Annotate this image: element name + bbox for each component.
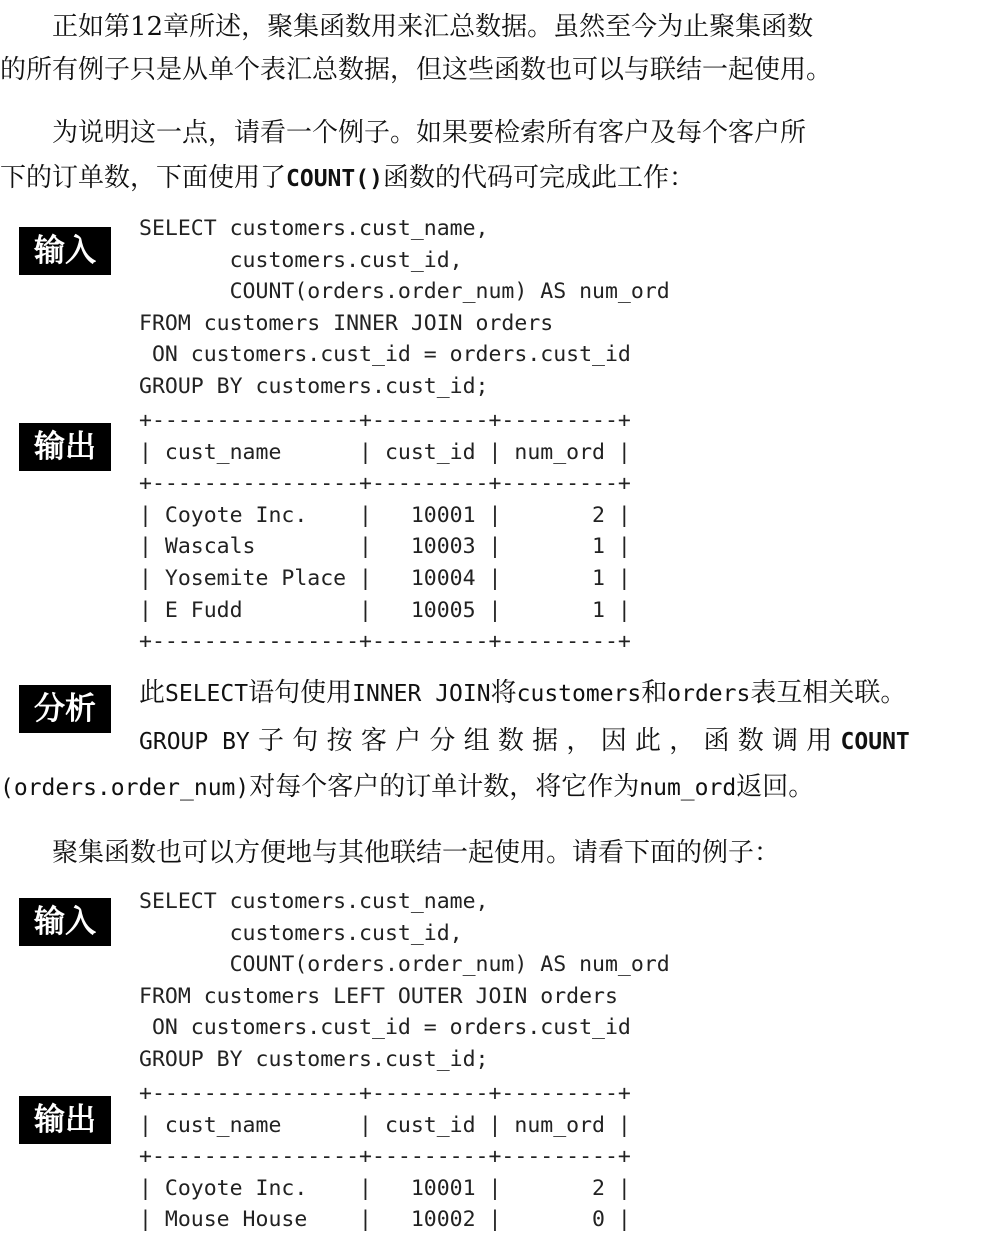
table-row: | Yosemite Place | 10004 | 1 | <box>139 565 631 591</box>
code-line: COUNT(orders.order_num) AS num_ord <box>139 952 670 978</box>
table-row: | E Fudd | 10005 | 1 | <box>139 597 631 623</box>
table-border: +----------------+---------+---------+ <box>139 471 631 497</box>
output-badge-2: 输出 <box>19 1096 111 1144</box>
table-header-row: | cust_name | cust_id | num_ord | <box>139 439 631 465</box>
analysis-text: 将 <box>490 678 517 708</box>
paragraph-1-line-2: 的所有例子只是从单个表汇总数据，但这些函数也可以与联结一起使用。 <box>0 55 833 85</box>
input-badge-1: 输入 <box>19 227 111 275</box>
output-badge-1: 输出 <box>19 423 111 471</box>
inline-code-select: SELECT <box>165 681 249 707</box>
result-table-1 <box>139 405 631 658</box>
analysis-line-3 <box>0 772 990 803</box>
sql-code-block-1 <box>139 213 670 403</box>
code-line: customers.cust_id, <box>139 247 463 273</box>
analysis-line-2 <box>139 726 994 757</box>
code-line: customers.cust_id, <box>139 920 463 946</box>
table-row: | Wascals | 10003 | 1 | <box>139 534 631 560</box>
code-line: ON customers.cust_id = orders.cust_id <box>139 342 631 368</box>
table-header-row: | cust_name | cust_id | num_ord | <box>139 1112 631 1138</box>
table-row: | Mouse House | 10002 | 0 | <box>139 1207 631 1233</box>
table-border: +----------------+---------+---------+ <box>139 1081 631 1106</box>
inline-code-orders: orders <box>667 681 751 707</box>
paragraph-2-line-1: 为说明这一点，请看一个例子。如果要检索所有客户及每个客户所 <box>0 118 807 148</box>
inline-code-num-ord: num_ord <box>639 775 737 801</box>
code-line: FROM customers INNER JOIN orders <box>139 310 554 336</box>
table-border: +----------------+---------+---------+ <box>139 629 631 655</box>
paragraph-2-line-2 <box>0 163 990 194</box>
inline-code-order-num: (orders.order_num) <box>0 775 250 801</box>
inline-code-inner-join: INNER JOIN <box>352 681 491 707</box>
analysis-badge: 分析 <box>19 685 111 733</box>
inline-code-count: COUNT() <box>286 166 383 192</box>
sql-code-block-2 <box>139 886 670 1076</box>
analysis-text: 子 句 按 客 户 分 组 数 据 ， 因 此 ， 函 数 调 用 <box>249 726 841 756</box>
analysis-text: 表互相关联。 <box>750 678 907 708</box>
analysis-text: 返回。 <box>736 772 815 802</box>
code-line: GROUP BY customers.cust_id; <box>139 373 489 399</box>
code-line: SELECT customers.cust_name, <box>139 216 489 241</box>
paragraph-1-line-1: 正如第12章所述，聚集函数用来汇总数据。虽然至今为止聚集函数 <box>0 12 814 42</box>
analysis-line-1 <box>139 678 994 709</box>
input-badge-2: 输入 <box>19 898 111 946</box>
code-line: GROUP BY customers.cust_id; <box>139 1046 489 1072</box>
paragraph-2-text-b: 函数的代码可完成此工作： <box>382 163 695 193</box>
table-border: +----------------+---------+---------+ <box>139 1144 631 1170</box>
code-line: FROM customers LEFT OUTER JOIN orders <box>139 983 618 1009</box>
inline-code-count: COUNT <box>840 729 910 755</box>
code-line: SELECT customers.cust_name, <box>139 889 489 914</box>
result-table-2 <box>139 1078 631 1236</box>
code-line: COUNT(orders.order_num) AS num_ord <box>139 279 670 305</box>
code-line: ON customers.cust_id = orders.cust_id <box>139 1015 631 1041</box>
analysis-text: 对每个客户的订单计数，将它作为 <box>249 772 640 802</box>
analysis-text: 语句使用 <box>248 678 353 708</box>
inline-code-group-by: GROUP BY <box>139 729 250 755</box>
paragraph-3: 聚集函数也可以方便地与其他联结一起使用。请看下面的例子： <box>0 838 781 868</box>
analysis-text: 和 <box>641 678 668 708</box>
table-row: | Coyote Inc. | 10001 | 2 | <box>139 1175 631 1201</box>
analysis-text: 此 <box>139 678 166 708</box>
table-row: | Coyote Inc. | 10001 | 2 | <box>139 502 631 528</box>
paragraph-2-text-a: 下的订单数，下面使用了 <box>0 163 287 193</box>
table-border: +----------------+---------+---------+ <box>139 408 631 433</box>
inline-code-customers: customers <box>516 681 642 707</box>
